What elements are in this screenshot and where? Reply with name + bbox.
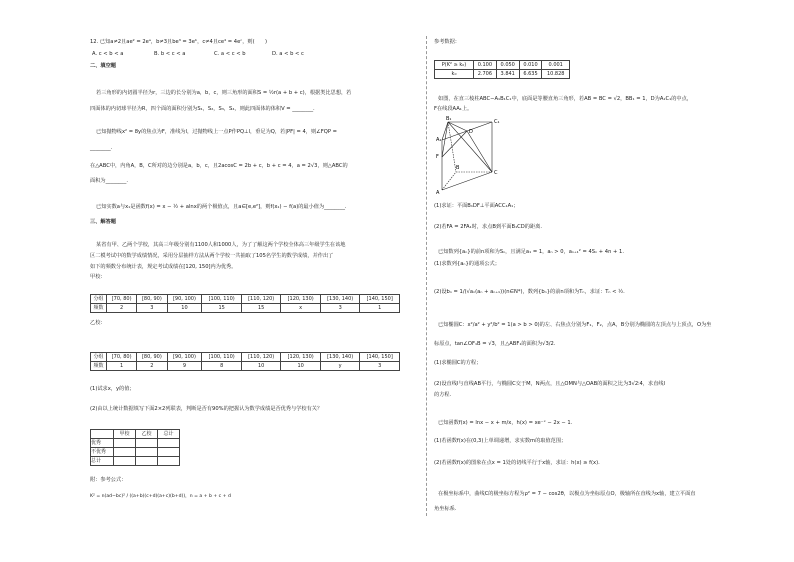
table-cell: 2	[137, 362, 167, 371]
question-14-line1: 已知抛物线x² = 8y的焦点为F，准线为l，过抛物线上一点P作PQ⊥l，垂足为Q，若|PF| = 4，则∠FQP =	[96, 129, 337, 135]
table-cell: 0.001	[542, 61, 570, 70]
table-row	[435, 61, 570, 70]
table-cell: [120, 130)	[281, 295, 321, 304]
table-cell: 总计	[91, 457, 114, 466]
question-18-line1: 如图，在直三棱柱ABC−A₁B₁C₁中，底面是等腰直角三角形，若AB = BC = √2，BB₁ = 1，D为A₁C₁的中点，	[438, 96, 692, 102]
table-header-row	[91, 353, 400, 362]
question-20-line2: 标原点，tan∠OF₁B = √3，且△ABF₁的面积为√3/2.	[434, 341, 556, 347]
question-13-line1: 若三角形的内切圆半径为r，三边的长分别为a，b，c，则三角形的面积S = ½r(a + b + c)，根据类比思想，若	[96, 90, 352, 96]
table-cell	[158, 448, 180, 457]
label-school-jia: 甲校：	[90, 274, 106, 280]
table-row	[91, 457, 180, 466]
table-cell: 2.706	[474, 70, 497, 79]
table-cell: [100, 110)	[202, 295, 242, 304]
question-22-line1: 在极坐标系中，曲线C的极坐标方程为ρ² = 7 − cos2θ，以极点为坐标原点O，极轴所在直线为x轴，建立平面直	[438, 491, 696, 497]
section-answer-heading: 三、解答题	[90, 219, 116, 225]
table-cell: [70, 80)	[107, 353, 137, 362]
table-cell: 频数	[91, 362, 107, 371]
table-cell: 3	[360, 362, 400, 371]
section-fill-in-heading: 二、填空题	[90, 63, 116, 69]
table-cell: 10	[167, 304, 202, 313]
table-cell: [80, 90)	[137, 353, 167, 362]
table-cell: [140, 150]	[360, 295, 400, 304]
table-cell: 10	[281, 362, 321, 371]
table-cell: 15	[202, 304, 242, 313]
table-cell: [110, 120)	[241, 353, 281, 362]
question-15-line1: 在△ABC中，内角A，B，C所对的边分别是a，b，c，且2acosC = 2b + c，b + c = 4，a = 2√3，则△ABC的	[90, 163, 348, 169]
prism-figure	[436, 112, 506, 196]
label-b: B	[456, 165, 460, 171]
table-row	[91, 448, 180, 457]
table-cell: 0.100	[474, 61, 497, 70]
table-cell: y	[320, 362, 360, 371]
q12-option-a: A. c < b < a	[92, 51, 124, 57]
table-school-jia	[90, 294, 400, 313]
table-cell: [80, 90)	[137, 295, 167, 304]
table-cell: 15	[241, 304, 281, 313]
label-b1: B₁	[446, 116, 452, 122]
question-17-part1: (1)试求x，y的值；	[90, 386, 135, 392]
label-c1: C₁	[494, 119, 500, 125]
table-cell: [120, 130)	[281, 353, 321, 362]
table-cell: 总计	[158, 430, 180, 439]
table-cell	[136, 439, 158, 448]
table-cell: 频数	[91, 304, 107, 313]
label-d: D	[469, 129, 473, 135]
table-cell	[114, 439, 136, 448]
question-19: 已知数列{aₙ}的前n项和为Sₙ，且满足a₁ = 1，aₙ > 0，aₙ₊₁² = 4Sₙ + 4n + 1.	[438, 249, 624, 255]
label-school-yi: 乙校：	[90, 320, 106, 326]
table-cell: k₀	[435, 70, 474, 79]
question-17-part2: (2)由以上统计数据填写下面2×2列联表，判断是否有90%的把握认为数学成绩是否优秀与学校有关？	[90, 406, 323, 412]
label-a: A	[436, 190, 440, 196]
table-cell: [100, 110)	[202, 353, 242, 362]
question-22-line2: 角坐标系.	[434, 506, 457, 512]
table-cell: [90, 100)	[167, 295, 202, 304]
q12-option-c: C. a < c < b	[214, 51, 246, 57]
question-20-part1: (1)求椭圆C的方程；	[434, 360, 482, 366]
question-21-part2: (2)若函数f(x)的图象在点x = 1处的切线平行于x轴，求证：h(x) ≥ f(x).	[434, 460, 600, 466]
table-cell: 10	[241, 362, 281, 371]
k2-formula: K² = n(ad−bc)² / ((a+b)(c+d)(a+c)(b+d))，n = a + b + c + d	[90, 494, 231, 499]
table-row	[435, 70, 570, 79]
table-cell: [110, 120)	[241, 295, 281, 304]
question-16: 已知实数a与x₁是函数f(x) = x − ½ + alnx的两个极值点，且a∈[e,e²]，则f(x₁) − f(a)的最小值为________.	[96, 204, 347, 210]
question-21-part1: (1)若函数f(x)在(0,3)上单调递增，求实数m的取值范围；	[434, 438, 567, 444]
table-cell: 6.635	[519, 70, 542, 79]
table-cell: 不优秀	[91, 448, 114, 457]
table-cell	[136, 457, 158, 466]
table-cell: 0.010	[519, 61, 542, 70]
question-13-line2: 四面体的内切球半径为R，四个面的面积分别为S₁，S₂，S₃，S₄，则此四面体的体积V = ________.	[90, 106, 315, 112]
question-17-line1: 某省有甲、乙两个学校，其高三年级分别有1100人和1000人，为了了解这两个学校全体高三年级学生在该地	[96, 242, 346, 248]
table-cell: 分组	[91, 353, 107, 362]
question-19-part2: (2)设bₙ = 1/(√aₙ(aₙ + aₙ₊₁))(n∈N*)，数列{bₙ}的前n项和为Tₙ，求证：Tₙ < ½.	[434, 289, 625, 295]
table-header-row	[91, 295, 400, 304]
table-cell: 乙校	[136, 430, 158, 439]
table-cell	[114, 448, 136, 457]
question-20-line1: 已知椭圆C：x²/a² + y²/b² = 1(a > b > 0)的左、右焦点分别为F₁，F₂，点A，B分别为椭圆的左顶点与上顶点，O为坐	[438, 322, 712, 328]
table-cell: 优秀	[91, 439, 114, 448]
table-cell: 分组	[91, 295, 107, 304]
table-cell: [130, 140)	[320, 353, 360, 362]
table-cell: 1	[107, 362, 137, 371]
reference-data-table	[434, 60, 570, 79]
table-cell: [140, 150]	[360, 353, 400, 362]
question-18-part2: (2)若FA = 2FA₁时，求点B到平面B₁CD的距离.	[434, 224, 543, 230]
table-row	[91, 362, 400, 371]
q12-option-b: B. b < c < a	[154, 51, 186, 57]
label-c: C	[494, 170, 498, 176]
table-row	[91, 304, 400, 313]
table-header-row	[91, 430, 180, 439]
table-cell	[158, 439, 180, 448]
question-20-part2-line2: 的方程.	[434, 392, 452, 398]
table-cell: 10.828	[542, 70, 570, 79]
question-18-part1: (1)求证：平面B₁DF⊥平面ACC₁A₁；	[434, 203, 519, 209]
label-f: F	[436, 154, 439, 160]
table-cell: 甲校	[114, 430, 136, 439]
table-cell: 0.050	[496, 61, 519, 70]
question-14-line2: ________.	[90, 145, 113, 151]
question-15-line2: 面积为________.	[90, 178, 128, 184]
table-cell: x	[281, 304, 321, 313]
table-cell: 1	[360, 304, 400, 313]
question-17-line2: 区二模考试中的数学成绩情况，采用分层抽样方法从两个学校一共抽取了105名学生的数学成绩，并作出了	[90, 253, 334, 259]
table-cell: [130, 140)	[320, 295, 360, 304]
table-cell	[91, 430, 114, 439]
question-21: 已知函数f(x) = lnx − x + m/x，h(x) = xe⁻ˣ − 2x − 1.	[438, 420, 573, 426]
question-18-line2: F在线段AA₁上。	[434, 106, 473, 112]
table-cell: P(K² ≥ k₀)	[435, 61, 474, 70]
reference-formula-label: 附：参考公式：	[90, 477, 127, 483]
q12-option-d: D. a < b < c	[272, 51, 304, 57]
table-cell	[158, 457, 180, 466]
table-row	[91, 439, 180, 448]
question-17-line3: 如下的频数分布统计表，规定考试成绩在[120, 150]内为优秀。	[90, 264, 237, 270]
table-cell: [90, 100)	[167, 353, 202, 362]
table-cell: 3	[137, 304, 167, 313]
question-12: 12. 已知a≠2且ae² = 2eᵃ，b≠3且be³ = 3eᵇ，c≠4且ce⁴ = 4eᶜ，则( )	[90, 39, 267, 45]
table-cell: [70, 80)	[107, 295, 137, 304]
reference-data-title: 参考数据：	[434, 39, 460, 45]
table-cell: 3	[320, 304, 360, 313]
table-cell: 9	[167, 362, 202, 371]
contingency-table	[90, 429, 180, 466]
label-a1: A₁	[436, 137, 442, 143]
table-school-yi	[90, 352, 400, 371]
table-cell: 2	[107, 304, 137, 313]
table-cell	[114, 457, 136, 466]
table-cell: 3.841	[496, 70, 519, 79]
column-divider	[426, 36, 427, 516]
table-cell	[136, 448, 158, 457]
table-cell: 8	[202, 362, 242, 371]
question-20-part2-line1: (2)设直线l与直线AB平行，与椭圆C交于M，N两点，且△OMN与△OAB的面积之比为3√2∶4，求直线l	[434, 381, 666, 387]
question-19-part1: (1)求数列{aₙ}的通项公式；	[434, 261, 500, 267]
